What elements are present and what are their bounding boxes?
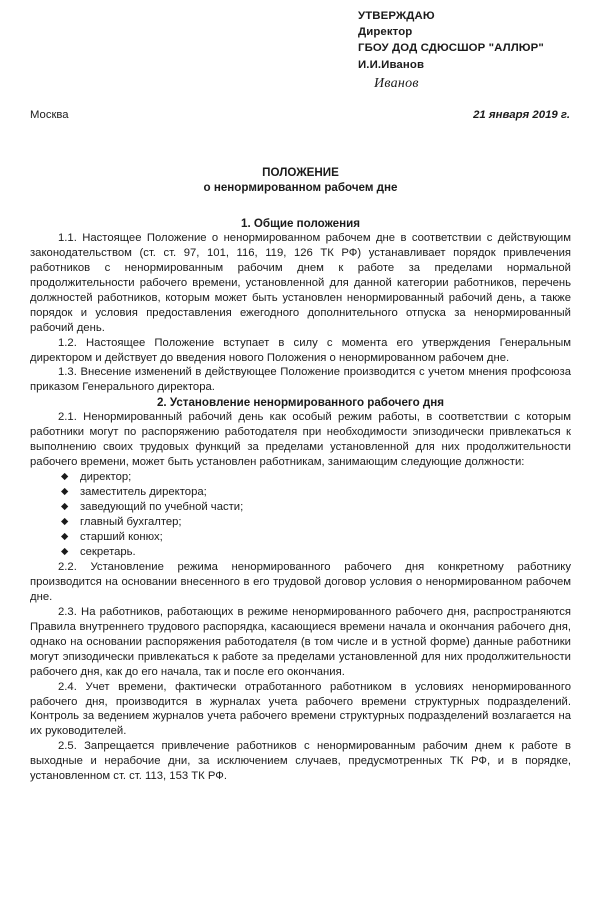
list-item-label: директор; [80, 471, 132, 484]
diamond-bullet-icon: ◆ [61, 470, 69, 482]
list-item [30, 515, 571, 530]
paragraph-1-1: 1.1. Настоящее Положение о ненормированном рабочем дне в соответствии с действующим законодательством (ст. ст. 97, 101, 116, 119, 126 ТК РФ) устанавливает порядок привлечения работников с ненормированным рабочим днем к работе за пределами нормальной продолжительности рабочего времени, установленной для данной категории работников, перечень должностей работников, которым может быть установлен ненормированный рабочий день, а также порядок и условия предоставления ежегодного дополнительного отпуска за ненормированный рабочий день. [30, 231, 571, 334]
diamond-bullet-icon: ◆ [61, 500, 69, 512]
city-date-row [30, 108, 570, 123]
paragraph-2-1: 2.1. Ненормированный рабочий день как особый режим работы, в соответствии с которым работники могут по распоряжению работодателя при необходимости эпизодически привлекаться к выполнению своих трудовых функций за пределами установленной для них продолжительности рабочего времени, может быть установлен работникам, занимающим следующие должности: [30, 411, 571, 469]
list-item [30, 530, 571, 545]
document-title-line2: о ненормированном рабочем дне [203, 181, 398, 195]
approval-name: И.И.Иванов [358, 58, 425, 71]
list-item-label: старший конюх; [80, 531, 163, 544]
list-item [30, 470, 571, 485]
paragraph-2-3: 2.3. На работников, работающих в режиме ненормированного рабочего дня, распространяются Правила внутреннего трудового распорядка, касающиеся времени начала и окончания рабочего дня, однако на основании распоряжения работодателя (в том числе и в устной форме) данные работники могут эпизодически привлекаться к работе за пределами установленной для них продолжительности рабочего дня, как до его начала, так и после его окончания. [30, 605, 571, 678]
list-item [30, 545, 571, 560]
document-title-line1: ПОЛОЖЕНИЕ [262, 166, 339, 179]
page-title [30, 165, 571, 196]
date-label: 21 января 2019 г. [473, 109, 570, 121]
approval-organization: ГБОУ ДОД СДЮСШОР "АЛЛЮР" [358, 42, 544, 55]
paragraph-2-5: 2.5. Запрещается привлечение работников с ненормированным рабочим днем к работе в выходные и нерабочие дни, за исключением случаев, предусмотренных ТК РФ, и в порядке, установленном ст. ст. 113, 153 ТК РФ. [30, 740, 571, 783]
paragraph-2-4: 2.4. Учет времени, фактически отработанного работником в условиях ненормированного рабочего дня, производится в журналах учета рабочего времени структурных подразделений. Контроль за ведением журналов учета рабочего времени структурных подразделений возлагается на их руководителей. [30, 680, 571, 738]
paragraph-1-2: 1.2. Настоящее Положение вступает в силу с момента его утверждения Генеральным директором и действует до введения нового Положения о ненормированном рабочем дне. [30, 336, 571, 364]
diamond-bullet-icon: ◆ [61, 515, 69, 527]
approval-position: Директор [358, 26, 413, 39]
list-item [30, 485, 571, 500]
diamond-bullet-icon: ◆ [61, 545, 69, 557]
paragraph-2-2: 2.2. Установление режима ненормированного рабочего дня конкретному работнику производится на основании внесенного в его трудовой договор условия о ненормированном рабочем дне. [30, 560, 571, 603]
approval-heading: УТВЕРЖДАЮ [358, 10, 435, 22]
city-label: Москва [30, 109, 69, 121]
approval-block [358, 8, 594, 94]
list-item-label: секретарь. [80, 546, 136, 558]
list-item-label: заведующий по учебной части; [80, 501, 244, 514]
section-2-heading: 2. Установление ненормированного рабочего дня [156, 396, 445, 410]
list-item [30, 500, 571, 515]
document-body [30, 165, 571, 784]
diamond-bullet-icon: ◆ [61, 485, 69, 497]
list-item-label: главный бухгалтер; [80, 516, 182, 529]
signature: Иванов [374, 75, 419, 91]
positions-list [30, 470, 571, 560]
paragraph-1-3: 1.3. Внесение изменений в действующее Положение производится с учетом мнения профсоюза приказом Генерального директора. [30, 366, 571, 394]
section-1-heading: 1. Общие положения [241, 216, 360, 230]
list-item-label: заместитель директора; [80, 486, 207, 499]
diamond-bullet-icon: ◆ [61, 530, 69, 542]
